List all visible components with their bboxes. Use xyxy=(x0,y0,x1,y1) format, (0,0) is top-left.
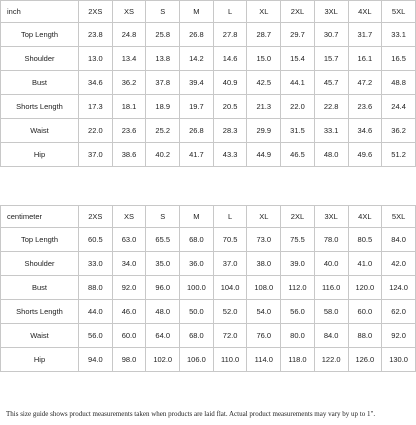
measurement-label: Top Length xyxy=(1,23,79,47)
measurement-value: 28.7 xyxy=(247,23,281,47)
measurement-value: 76.0 xyxy=(247,324,281,348)
size-header: S xyxy=(146,206,180,228)
measurement-value: 47.2 xyxy=(348,71,382,95)
measurement-value: 34.6 xyxy=(79,71,113,95)
measurement-value: 73.0 xyxy=(247,228,281,252)
measurement-value: 122.0 xyxy=(314,348,348,372)
inch-table-body xyxy=(1,23,416,167)
measurement-value: 39.0 xyxy=(281,252,315,276)
measurement-value: 48.0 xyxy=(314,143,348,167)
cm-table-body xyxy=(1,228,416,372)
size-header: 2XL xyxy=(281,1,315,23)
measurement-value: 23.6 xyxy=(112,119,146,143)
measurement-value: 44.1 xyxy=(281,71,315,95)
measurement-value: 68.0 xyxy=(180,324,214,348)
table-row xyxy=(1,71,416,95)
measurement-value: 126.0 xyxy=(348,348,382,372)
measurement-value: 26.8 xyxy=(180,119,214,143)
size-guide-note: This size guide shows product measurements taken when products are laid flat. Actual product measurements may vary by up to 1". xyxy=(6,410,376,418)
measurement-value: 22.8 xyxy=(314,95,348,119)
measurement-value: 65.5 xyxy=(146,228,180,252)
table-row xyxy=(1,348,416,372)
measurement-value: 60.0 xyxy=(348,300,382,324)
measurement-value: 39.4 xyxy=(180,71,214,95)
measurement-value: 42.5 xyxy=(247,71,281,95)
measurement-value: 68.0 xyxy=(180,228,214,252)
table-row xyxy=(1,23,416,47)
measurement-value: 26.8 xyxy=(180,23,214,47)
measurement-value: 51.2 xyxy=(382,143,416,167)
measurement-value: 43.3 xyxy=(213,143,247,167)
inch-unit-label: inch xyxy=(1,1,79,23)
measurement-value: 36.2 xyxy=(382,119,416,143)
inch-header-row xyxy=(1,1,416,23)
measurement-value: 62.0 xyxy=(382,300,416,324)
measurement-value: 33.1 xyxy=(314,119,348,143)
size-header: XS xyxy=(112,206,146,228)
measurement-value: 16.1 xyxy=(348,47,382,71)
size-header: XS xyxy=(112,1,146,23)
measurement-value: 19.7 xyxy=(180,95,214,119)
size-header: 2XS xyxy=(79,206,113,228)
size-header: XL xyxy=(247,206,281,228)
measurement-value: 41.0 xyxy=(348,252,382,276)
measurement-value: 38.0 xyxy=(247,252,281,276)
cm-unit-label: centimeter xyxy=(1,206,79,228)
measurement-value: 16.5 xyxy=(382,47,416,71)
measurement-value: 112.0 xyxy=(281,276,315,300)
measurement-value: 44.0 xyxy=(79,300,113,324)
measurement-label: Hip xyxy=(1,348,79,372)
measurement-value: 120.0 xyxy=(348,276,382,300)
measurement-value: 38.6 xyxy=(112,143,146,167)
measurement-value: 34.6 xyxy=(348,119,382,143)
measurement-value: 92.0 xyxy=(382,324,416,348)
measurement-value: 36.2 xyxy=(112,71,146,95)
measurement-value: 92.0 xyxy=(112,276,146,300)
measurement-label: Waist xyxy=(1,119,79,143)
measurement-value: 45.7 xyxy=(314,71,348,95)
measurement-value: 31.5 xyxy=(281,119,315,143)
measurement-value: 37.0 xyxy=(213,252,247,276)
measurement-value: 13.8 xyxy=(146,47,180,71)
measurement-label: Waist xyxy=(1,324,79,348)
table-row xyxy=(1,300,416,324)
measurement-value: 22.0 xyxy=(281,95,315,119)
measurement-value: 102.0 xyxy=(146,348,180,372)
size-header: 2XL xyxy=(281,206,315,228)
measurement-value: 100.0 xyxy=(180,276,214,300)
measurement-label: Bust xyxy=(1,71,79,95)
size-header: L xyxy=(213,1,247,23)
table-row xyxy=(1,95,416,119)
measurement-value: 24.4 xyxy=(382,95,416,119)
size-header: M xyxy=(180,1,214,23)
measurement-value: 37.0 xyxy=(79,143,113,167)
measurement-value: 33.1 xyxy=(382,23,416,47)
measurement-value: 15.4 xyxy=(281,47,315,71)
measurement-value: 23.8 xyxy=(79,23,113,47)
cm-header-row xyxy=(1,206,416,228)
measurement-value: 25.2 xyxy=(146,119,180,143)
measurement-value: 104.0 xyxy=(213,276,247,300)
measurement-value: 46.0 xyxy=(112,300,146,324)
measurement-value: 31.7 xyxy=(348,23,382,47)
measurement-value: 88.0 xyxy=(348,324,382,348)
measurement-value: 50.0 xyxy=(180,300,214,324)
measurement-value: 28.3 xyxy=(213,119,247,143)
measurement-value: 130.0 xyxy=(382,348,416,372)
measurement-value: 14.2 xyxy=(180,47,214,71)
measurement-value: 35.0 xyxy=(146,252,180,276)
measurement-value: 116.0 xyxy=(314,276,348,300)
measurement-value: 78.0 xyxy=(314,228,348,252)
measurement-value: 124.0 xyxy=(382,276,416,300)
measurement-value: 41.7 xyxy=(180,143,214,167)
size-header: 2XS xyxy=(79,1,113,23)
table-row xyxy=(1,252,416,276)
measurement-label: Shoulder xyxy=(1,252,79,276)
size-header: S xyxy=(146,1,180,23)
measurement-value: 24.8 xyxy=(112,23,146,47)
measurement-value: 72.0 xyxy=(213,324,247,348)
measurement-value: 94.0 xyxy=(79,348,113,372)
measurement-value: 22.0 xyxy=(79,119,113,143)
measurement-value: 60.0 xyxy=(112,324,146,348)
measurement-value: 20.5 xyxy=(213,95,247,119)
measurement-value: 54.0 xyxy=(247,300,281,324)
measurement-value: 63.0 xyxy=(112,228,146,252)
measurement-value: 40.9 xyxy=(213,71,247,95)
measurement-value: 13.4 xyxy=(112,47,146,71)
measurement-label: Shorts Length xyxy=(1,95,79,119)
measurement-value: 25.8 xyxy=(146,23,180,47)
measurement-value: 60.5 xyxy=(79,228,113,252)
table-row xyxy=(1,324,416,348)
measurement-value: 98.0 xyxy=(112,348,146,372)
table-row xyxy=(1,143,416,167)
table-row xyxy=(1,47,416,71)
measurement-value: 49.6 xyxy=(348,143,382,167)
measurement-value: 14.6 xyxy=(213,47,247,71)
measurement-value: 18.1 xyxy=(112,95,146,119)
measurement-value: 13.0 xyxy=(79,47,113,71)
measurement-value: 52.0 xyxy=(213,300,247,324)
measurement-value: 80.5 xyxy=(348,228,382,252)
measurement-value: 21.3 xyxy=(247,95,281,119)
measurement-value: 29.9 xyxy=(247,119,281,143)
measurement-value: 40.0 xyxy=(314,252,348,276)
inch-size-table xyxy=(0,0,416,167)
centimeter-size-table xyxy=(0,205,416,372)
measurement-label: Shoulder xyxy=(1,47,79,71)
size-header: 4XL xyxy=(348,1,382,23)
size-header: 4XL xyxy=(348,206,382,228)
measurement-value: 42.0 xyxy=(382,252,416,276)
measurement-value: 56.0 xyxy=(79,324,113,348)
measurement-value: 34.0 xyxy=(112,252,146,276)
measurement-value: 27.8 xyxy=(213,23,247,47)
measurement-value: 110.0 xyxy=(213,348,247,372)
size-header: 3XL xyxy=(314,206,348,228)
measurement-value: 48.0 xyxy=(146,300,180,324)
size-header: 5XL xyxy=(382,206,416,228)
measurement-label: Hip xyxy=(1,143,79,167)
measurement-value: 114.0 xyxy=(247,348,281,372)
measurement-value: 15.7 xyxy=(314,47,348,71)
measurement-value: 84.0 xyxy=(382,228,416,252)
measurement-value: 58.0 xyxy=(314,300,348,324)
measurement-value: 106.0 xyxy=(180,348,214,372)
measurement-label: Bust xyxy=(1,276,79,300)
measurement-value: 84.0 xyxy=(314,324,348,348)
table-separator xyxy=(0,182,416,204)
measurement-value: 96.0 xyxy=(146,276,180,300)
measurement-value: 46.5 xyxy=(281,143,315,167)
measurement-value: 75.5 xyxy=(281,228,315,252)
measurement-value: 88.0 xyxy=(79,276,113,300)
size-header: 5XL xyxy=(382,1,416,23)
size-header: M xyxy=(180,206,214,228)
measurement-label: Top Length xyxy=(1,228,79,252)
measurement-value: 118.0 xyxy=(281,348,315,372)
measurement-value: 36.0 xyxy=(180,252,214,276)
measurement-label: Shorts Length xyxy=(1,300,79,324)
measurement-value: 48.8 xyxy=(382,71,416,95)
measurement-value: 23.6 xyxy=(348,95,382,119)
measurement-value: 29.7 xyxy=(281,23,315,47)
measurement-value: 108.0 xyxy=(247,276,281,300)
measurement-value: 56.0 xyxy=(281,300,315,324)
measurement-value: 30.7 xyxy=(314,23,348,47)
measurement-value: 64.0 xyxy=(146,324,180,348)
measurement-value: 33.0 xyxy=(79,252,113,276)
measurement-value: 40.2 xyxy=(146,143,180,167)
size-header: L xyxy=(213,206,247,228)
measurement-value: 70.5 xyxy=(213,228,247,252)
measurement-value: 44.9 xyxy=(247,143,281,167)
table-row xyxy=(1,228,416,252)
size-header: XL xyxy=(247,1,281,23)
measurement-value: 17.3 xyxy=(79,95,113,119)
measurement-value: 37.8 xyxy=(146,71,180,95)
measurement-value: 18.9 xyxy=(146,95,180,119)
measurement-value: 80.0 xyxy=(281,324,315,348)
table-row xyxy=(1,119,416,143)
size-header: 3XL xyxy=(314,1,348,23)
table-row xyxy=(1,276,416,300)
measurement-value: 15.0 xyxy=(247,47,281,71)
